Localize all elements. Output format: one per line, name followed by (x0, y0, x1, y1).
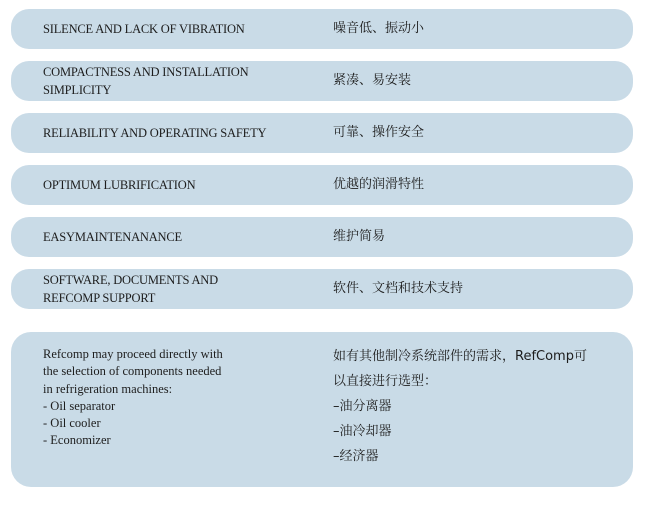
feature-label-en: EASYMAINTENANANCE (43, 230, 182, 244)
feature-row-silence (11, 9, 633, 49)
components-text-en (43, 346, 303, 450)
feature-row-software (11, 269, 633, 309)
feature-label-zh: 可靠、操作安全 (333, 125, 425, 140)
feature-label-en: OPTIMUM LUBRIFICATION (43, 178, 196, 192)
components-line: the selection of components needed (43, 364, 222, 379)
feature-label-zh: 软件、文档和技术支持 (333, 281, 464, 296)
feature-label-en: SOFTWARE, DOCUMENTS AND REFCOMP SUPPORT (43, 273, 218, 305)
feature-label-zh: 维护简易 (333, 229, 386, 244)
components-line: in refrigeration machines: (43, 381, 173, 396)
components-line: –油分离器 (333, 399, 392, 414)
feature-row-maintenance (11, 217, 633, 257)
components-line: - Oil separator (43, 398, 116, 413)
feature-label-en: RELIABILITY AND OPERATING SAFETY (43, 126, 267, 140)
components-line: - Oil cooler (43, 416, 101, 431)
feature-row-reliability (11, 113, 633, 153)
components-line: 以直接进行选型： (333, 374, 438, 389)
components-panel (11, 332, 633, 487)
components-text-zh (333, 344, 623, 469)
feature-row-compactness (11, 61, 633, 101)
feature-label-en: SILENCE AND LACK OF VIBRATION (43, 22, 245, 36)
components-line: –经济器 (333, 449, 379, 464)
components-line: –油冷却器 (333, 424, 392, 439)
components-line: 如有其他制冷系统部件的需求，RefComp可 (333, 349, 587, 364)
feature-label-zh: 噪音低、振动小 (333, 21, 425, 36)
feature-label-en: COMPACTNESS AND INSTALLATION SIMPLICITY (43, 65, 249, 97)
feature-row-lubrification (11, 165, 633, 205)
components-line: Refcomp may proceed directly with (43, 347, 223, 361)
components-line: - Economizer (43, 433, 111, 448)
feature-label-zh: 优越的润滑特性 (333, 177, 425, 192)
feature-label-zh: 紧凑、易安装 (333, 73, 412, 88)
